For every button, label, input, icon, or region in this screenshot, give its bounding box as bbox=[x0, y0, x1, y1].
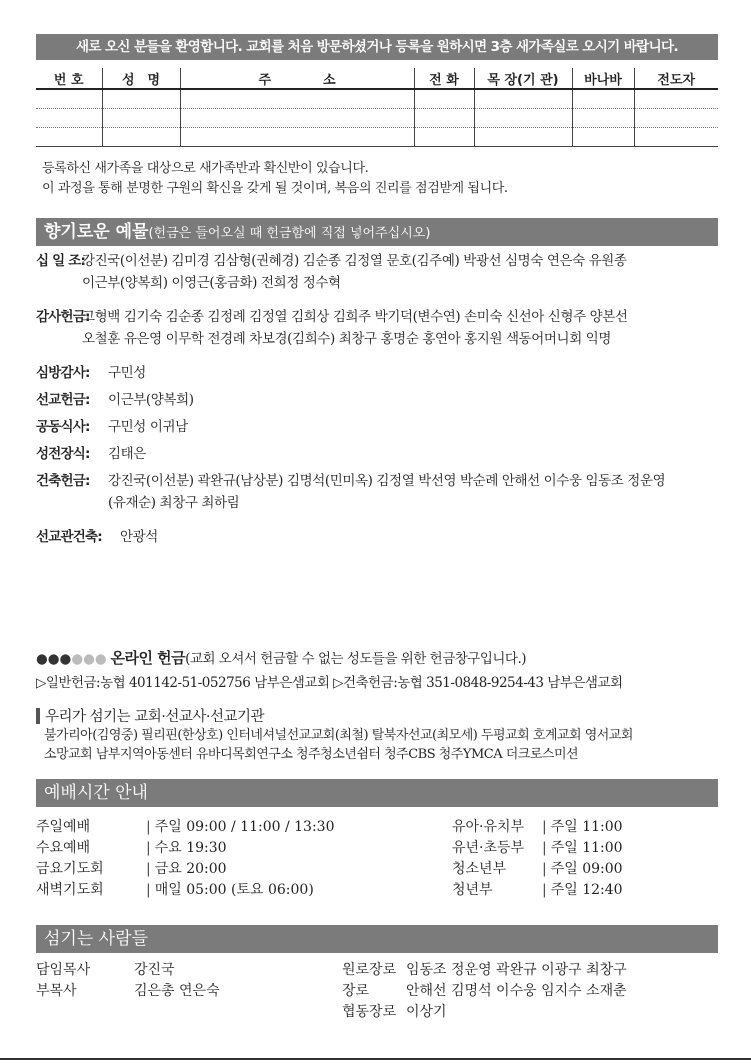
offering-title: 향기로운 예물 bbox=[44, 222, 149, 242]
header-barnabas: 바나바 bbox=[572, 68, 634, 89]
servants-right bbox=[342, 960, 627, 1023]
worship-header bbox=[36, 779, 718, 807]
list-item: 담임목사 강진국 bbox=[36, 962, 175, 978]
header-group: 목 장(기 관) bbox=[474, 68, 572, 89]
servants-header bbox=[36, 925, 718, 953]
offering-label: 성전장식: bbox=[36, 446, 90, 462]
header-address: 주 소 bbox=[180, 68, 414, 89]
offering-decoration bbox=[36, 443, 718, 465]
list-item: 장로 안해선 김명석 이수웅 임지수 소재춘 bbox=[342, 983, 627, 999]
offering-mission bbox=[36, 389, 718, 411]
missions-line: 불가리아(김영중) 필리핀(한상호) 인터네셔널선교교회(최철) 탈북자선교(최모세) 두평교회 호계교회 영서교회 bbox=[44, 728, 633, 743]
offering-names: 이근부(양복희) 이영근(홍금화) 전희정 정수혁 bbox=[82, 275, 341, 291]
list-item: 청년부 | 주일 12:40 bbox=[452, 882, 623, 898]
offering-names: 고형백 김기숙 김순종 김정례 김정열 김희상 김희주 박기덕(변수연) 손미숙 신선아 신형주 양본선 bbox=[82, 309, 628, 325]
list-item: 유아·유치부 | 주일 11:00 bbox=[452, 819, 623, 835]
registration-note-1: 등록하신 새가족을 대상으로 새가족반과 확신반이 있습니다. bbox=[42, 161, 369, 176]
offering-building bbox=[36, 470, 718, 514]
online-title: 온라인 헌금 bbox=[110, 649, 186, 667]
offering-subtitle: (헌금은 들어오실 때 헌금함에 직접 넣어주십시오) bbox=[148, 226, 431, 241]
missions-title: 우리가 섬기는 교회·선교사·선교기관 bbox=[36, 705, 633, 726]
offering-label: 선교헌금: bbox=[36, 392, 90, 408]
header-phone: 전 화 bbox=[414, 68, 474, 89]
offering-label: 선교관건축: bbox=[36, 529, 102, 545]
offering-names: 안광석 bbox=[120, 529, 158, 545]
offering-names: 강진국(이선분) 김미경 김삼형(권혜경) 김순종 김정열 문호(김주예) 박광선 심명숙 연은숙 유원종 bbox=[82, 253, 627, 269]
list-item: 수요예배 | 수요 19:30 bbox=[36, 840, 227, 856]
bank-accounts: ▷일반헌금:농협 401142-51-052756 남부은샘교회 ▷건축헌금:농협 351-0848-9254-43 남부은샘교회 bbox=[36, 675, 623, 691]
offering-label: 건축헌금: bbox=[36, 473, 90, 489]
online-offering bbox=[36, 647, 526, 668]
header-evangelist: 전도자 bbox=[634, 68, 718, 89]
worship-right bbox=[452, 817, 623, 901]
header-name: 성 명 bbox=[102, 68, 180, 89]
offering-tithe bbox=[36, 250, 718, 294]
offering-names: 강진국(이선분) 곽완규(남상분) 김명석(민미옥) 김정열 박선영 박순례 안해선 이수웅 임동조 정운영 bbox=[108, 473, 666, 489]
offering-label: 심방감사: bbox=[36, 365, 90, 381]
offering-label: 공동식사: bbox=[36, 419, 90, 435]
section-marker-icon bbox=[36, 708, 40, 724]
offering-names: 구민성 이귀남 bbox=[108, 419, 188, 435]
worship-left bbox=[36, 817, 335, 901]
offering-thanks bbox=[36, 306, 718, 350]
list-item: 금요기도회 | 금요 20:00 bbox=[36, 861, 227, 877]
table-row bbox=[36, 89, 718, 109]
offering-names: 이근부(양복희) bbox=[108, 392, 194, 408]
list-item: 유년·초등부 | 주일 11:00 bbox=[452, 840, 623, 856]
missions-line: 소망교회 남부지역아동센터 유바디목회연구소 청주청소년쉼터 청주CBS 청주YMCA 더크로스미션 bbox=[44, 747, 579, 762]
registration-table bbox=[36, 68, 718, 147]
offering-missionhouse bbox=[36, 526, 718, 548]
offering-label: 감사헌금: bbox=[36, 309, 90, 325]
bullet-dots-icon: ●●●●●● bbox=[36, 651, 107, 667]
offering-header bbox=[36, 218, 718, 246]
registration-note-2: 이 과정을 통해 분명한 구원의 확신을 갖게 될 것이며, 복음의 진리를 점검받게 됩니다. bbox=[42, 181, 508, 196]
welcome-banner: 새로 오신 분들을 환영합니다. 교회를 처음 방문하셨거나 등록을 원하시면 3층 새가족실로 오시기 바랍니다. bbox=[36, 34, 718, 60]
worship-title: 예배시간 안내 bbox=[44, 783, 148, 803]
list-item: 청소년부 | 주일 09:00 bbox=[452, 861, 623, 877]
offering-visit bbox=[36, 362, 718, 384]
table-row bbox=[36, 128, 718, 147]
header-number: 번 호 bbox=[36, 68, 102, 89]
list-item: 원로장로 임동조 정운영 곽완규 이광구 최창구 bbox=[342, 962, 627, 978]
registration-header-row bbox=[36, 68, 718, 89]
offering-names: 김태은 bbox=[108, 446, 146, 462]
missions-section bbox=[36, 705, 633, 764]
online-desc: (교회 오셔서 헌금할 수 없는 성도들을 위한 헌금창구입니다.) bbox=[185, 651, 527, 667]
table-row bbox=[36, 109, 718, 128]
offering-names: (유재순) 최창구 최하림 bbox=[108, 495, 240, 511]
offering-names: 오철훈 유은영 이무학 전경례 차보경(김희수) 최창구 홍명순 홍연아 홍지원 색동어머니회 익명 bbox=[82, 331, 612, 347]
list-item: 새벽기도회 | 매일 05:00 (토요 06:00) bbox=[36, 882, 314, 898]
list-item: 부목사 김은총 연은숙 bbox=[36, 983, 220, 999]
list-item: 주일예배 | 주일 09:00 / 11:00 / 13:30 bbox=[36, 819, 335, 835]
servants-left bbox=[36, 960, 220, 1002]
bottom-rule bbox=[0, 1058, 751, 1060]
offering-label: 십 일 조: bbox=[36, 253, 86, 269]
offering-names: 구민성 bbox=[108, 365, 146, 381]
servants-title: 섬기는 사람들 bbox=[44, 929, 148, 949]
offering-meal bbox=[36, 416, 718, 438]
list-item: 협동장로 이상기 bbox=[342, 1004, 447, 1020]
